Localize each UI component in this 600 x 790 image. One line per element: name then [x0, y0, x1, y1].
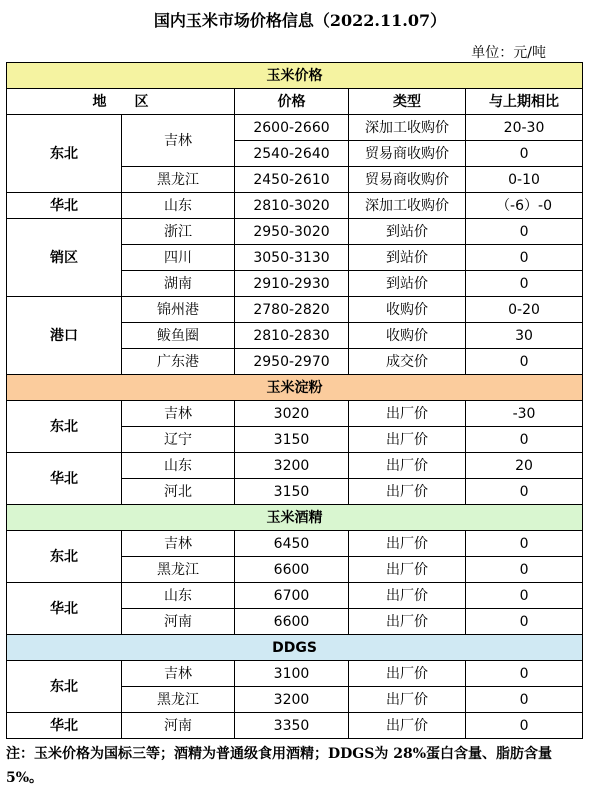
change-cell: 0-20 [466, 297, 583, 323]
type-cell: 深加工收购价 [349, 193, 466, 219]
price-cell: 2910-2930 [235, 271, 349, 297]
price-cell: 2810-3020 [235, 193, 349, 219]
place-cell: 山东 [122, 453, 235, 479]
region-cell: 港口 [7, 297, 122, 375]
change-cell: 0 [466, 219, 583, 245]
region-cell: 东北 [7, 401, 122, 453]
change-cell: 0 [466, 609, 583, 635]
place-cell: 黑龙江 [122, 167, 235, 193]
price-cell: 2950-2970 [235, 349, 349, 375]
type-cell: 出厂价 [349, 687, 466, 713]
change-cell: 0 [466, 271, 583, 297]
change-cell: （-6）-0 [466, 193, 583, 219]
section-title: 玉米价格 [7, 63, 583, 89]
unit-label: 单位：元/吨 [471, 45, 546, 61]
price-cell: 2780-2820 [235, 297, 349, 323]
price-cell: 2950-3020 [235, 219, 349, 245]
place-cell: 山东 [122, 193, 235, 219]
place-cell: 吉林 [122, 115, 235, 167]
place-cell: 四川 [122, 245, 235, 271]
change-cell: -30 [466, 401, 583, 427]
place-cell: 鲅鱼圈 [122, 323, 235, 349]
region-cell: 华北 [7, 193, 122, 219]
footnote: 注：玉米价格为国标三等；酒精为普通级食用酒精；DDGS为 28%蛋白含量、脂肪含量 5%。 [6, 746, 553, 786]
price-table [6, 62, 583, 739]
price-cell: 2450-2610 [235, 167, 349, 193]
table-row [7, 453, 583, 479]
change-cell: 0 [466, 245, 583, 271]
place-cell: 吉林 [122, 531, 235, 557]
section-header-row [7, 375, 583, 401]
place-cell: 浙江 [122, 219, 235, 245]
price-cell: 6600 [235, 609, 349, 635]
region-cell: 华北 [7, 453, 122, 505]
price-cell: 3350 [235, 713, 349, 739]
place-cell: 河南 [122, 713, 235, 739]
type-cell: 出厂价 [349, 661, 466, 687]
place-cell: 锦州港 [122, 297, 235, 323]
price-table-body [7, 63, 583, 739]
type-cell: 出厂价 [349, 557, 466, 583]
table-row [7, 219, 583, 245]
place-cell: 辽宁 [122, 427, 235, 453]
header-price: 价格 [235, 89, 349, 115]
change-cell: 0 [466, 531, 583, 557]
table-row [7, 531, 583, 557]
price-cell: 3100 [235, 661, 349, 687]
type-cell: 贸易商收购价 [349, 167, 466, 193]
price-cell: 2810-2830 [235, 323, 349, 349]
region-cell: 东北 [7, 531, 122, 583]
price-cell: 3150 [235, 479, 349, 505]
place-cell: 黑龙江 [122, 687, 235, 713]
table-row [7, 401, 583, 427]
change-cell: 20 [466, 453, 583, 479]
change-cell: 0 [466, 557, 583, 583]
header-change: 与上期相比 [466, 89, 583, 115]
change-cell: 0 [466, 661, 583, 687]
place-cell: 黑龙江 [122, 557, 235, 583]
section-header-row [7, 635, 583, 661]
table-row [7, 661, 583, 687]
change-cell: 0 [466, 713, 583, 739]
type-cell: 贸易商收购价 [349, 141, 466, 167]
change-cell: 0 [466, 583, 583, 609]
price-cell: 3020 [235, 401, 349, 427]
header-type: 类型 [349, 89, 466, 115]
place-cell: 河北 [122, 479, 235, 505]
type-cell: 出厂价 [349, 479, 466, 505]
price-cell: 2540-2640 [235, 141, 349, 167]
type-cell: 出厂价 [349, 427, 466, 453]
type-cell: 收购价 [349, 323, 466, 349]
price-cell: 3200 [235, 453, 349, 479]
table-row [7, 713, 583, 739]
type-cell: 收购价 [349, 297, 466, 323]
type-cell: 到站价 [349, 271, 466, 297]
change-cell: 0 [466, 687, 583, 713]
type-cell: 出厂价 [349, 583, 466, 609]
table-row [7, 297, 583, 323]
type-cell: 出厂价 [349, 713, 466, 739]
header-region: 地 区 [7, 89, 235, 115]
change-cell: 0 [466, 349, 583, 375]
price-cell: 2600-2660 [235, 115, 349, 141]
place-cell: 吉林 [122, 661, 235, 687]
type-cell: 出厂价 [349, 531, 466, 557]
table-row [7, 193, 583, 219]
region-cell: 东北 [7, 115, 122, 193]
price-cell: 6700 [235, 583, 349, 609]
change-cell: 0-10 [466, 167, 583, 193]
type-cell: 出厂价 [349, 401, 466, 427]
price-cell: 3200 [235, 687, 349, 713]
price-cell: 6600 [235, 557, 349, 583]
table-row [7, 115, 583, 141]
type-cell: 深加工收购价 [349, 115, 466, 141]
place-cell: 河南 [122, 609, 235, 635]
change-cell: 20-30 [466, 115, 583, 141]
section-title: DDGS [7, 635, 583, 661]
price-cell: 3050-3130 [235, 245, 349, 271]
change-cell: 0 [466, 427, 583, 453]
type-cell: 出厂价 [349, 609, 466, 635]
type-cell: 出厂价 [349, 453, 466, 479]
region-cell: 东北 [7, 661, 122, 713]
section-title: 玉米酒精 [7, 505, 583, 531]
place-cell: 广东港 [122, 349, 235, 375]
change-cell: 0 [466, 141, 583, 167]
page-title: 国内玉米市场价格信息（2022.11.07） [153, 11, 447, 30]
type-cell: 成交价 [349, 349, 466, 375]
type-cell: 到站价 [349, 245, 466, 271]
section-title: 玉米淀粉 [7, 375, 583, 401]
change-cell: 0 [466, 479, 583, 505]
type-cell: 到站价 [349, 219, 466, 245]
price-cell: 3150 [235, 427, 349, 453]
place-cell: 山东 [122, 583, 235, 609]
table-row [7, 583, 583, 609]
price-cell: 6450 [235, 531, 349, 557]
section-header-row [7, 63, 583, 89]
column-header-row [7, 89, 583, 115]
section-header-row [7, 505, 583, 531]
region-cell: 华北 [7, 713, 122, 739]
change-cell: 30 [466, 323, 583, 349]
region-cell: 销区 [7, 219, 122, 297]
place-cell: 湖南 [122, 271, 235, 297]
place-cell: 吉林 [122, 401, 235, 427]
region-cell: 华北 [7, 583, 122, 635]
